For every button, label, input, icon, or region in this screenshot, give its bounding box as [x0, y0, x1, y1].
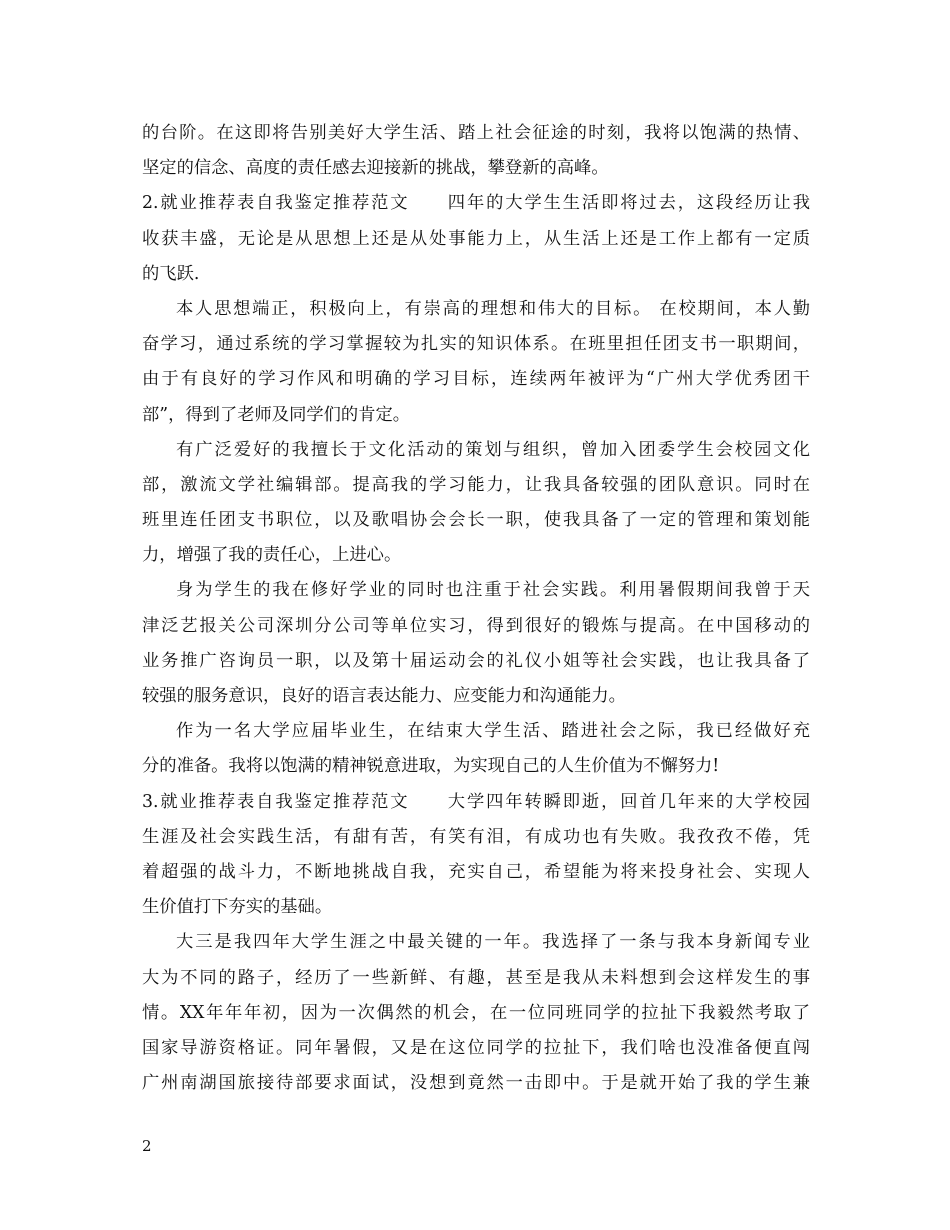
text-line: 奋学习，通过系统的学习掌握较为扎实的知识体系。在班里担任团支书一职期间， [142, 334, 810, 355]
text-line: 业务推广咨询员一职，以及第十届运动会的礼仪小姐等社会实践，也让我具备了 [142, 650, 810, 671]
document-body [142, 116, 810, 1101]
text-line: 身为学生的我在修好学业的同时也注重于社会实践。利用暑假期间我曾于天 [176, 580, 810, 601]
text-line: 收获丰盛，无论是从思想上还是从处事能力上，从生活上还是工作上都有一定质 [142, 228, 810, 249]
text-line: 广州南湖国旅接待部要求面试，没想到竟然一击即中。于是就开始了我的学生兼 [142, 1073, 810, 1094]
text-line: 部，激流文学社编辑部。提高我的学习能力，让我具备较强的团队意识。同时在 [142, 474, 810, 495]
page-number: 2 [142, 1137, 152, 1155]
text-line: 有广泛爱好的我擅长于文化活动的策划与组织，曾加入团委学生会校园文化 [176, 439, 810, 460]
text-line: 分的准备。我将以饱满的精神锐意进取，为实现自己的人生价值为不懈努力! [142, 756, 720, 777]
text-line: 由于有良好的学习作风和明确的学习目标，连续两年被评为“广州大学优秀团干 [142, 369, 810, 390]
text-line: 坚定的信念、高度的责任感去迎接新的挑战，攀登新的高峰。 [142, 158, 609, 179]
text-line: 本人思想端正，积极向上，有崇高的理想和伟大的目标。 在校期间，本人勤 [176, 298, 810, 319]
text-line: 力，增强了我的责任心，上进心。 [142, 545, 402, 566]
text-line: 大三是我四年大学生涯之中最关键的一年。我选择了一条与我本身新闻专业 [176, 932, 810, 953]
text-line: 津泛艺报关公司深圳分公司等单位实习，得到很好的锻炼与提高。在中国移动的 [142, 615, 810, 636]
text-line: 班里连任团支书职位，以及歌唱协会会长一职，使我具备了一定的管理和策划能 [142, 510, 810, 531]
text-line: 较强的服务意识，良好的语言表达能力、应变能力和沟通能力。 [142, 686, 626, 706]
text-line: 大为不同的路子，经历了一些新鲜、有趣，甚至是我从未料想到会这样发生的事 [142, 967, 810, 988]
text-line: 的飞跃. [142, 263, 200, 284]
text-line: 情。XX年年年初，因为一次偶然的机会，在一位同班同学的拉扯下我毅然考取了 [142, 1002, 810, 1023]
text-line: 部”，得到了老师及同学们的肯定。 [142, 404, 411, 425]
text-line: 国家导游资格证。同年暑假，又是在这位同学的拉扯下，我们啥也没准备便直闯 [142, 1037, 810, 1058]
text-line: 的台阶。在这即将告别美好大学生活、踏上社会征途的时刻，我将以饱满的热情、 [142, 123, 810, 143]
text-line: 2.就业推荐表自我鉴定推荐范文 四年的大学生生活即将过去，这段经历让我 [142, 193, 810, 214]
text-line: 生价值打下夯实的基础。 [142, 897, 333, 918]
text-line: 生涯及社会实践生活，有甜有苦，有笑有泪，有成功也有失败。我孜孜不倦，凭 [142, 826, 810, 847]
text-line: 作为一名大学应届毕业生，在结束大学生活、踏进社会之际，我已经做好充 [176, 721, 810, 742]
text-line: 3.就业推荐表自我鉴定推荐范文 大学四年转瞬即逝，回首几年来的大学校园 [142, 791, 810, 812]
text-line: 着超强的战斗力，不断地挑战自我，充实自己，希望能为将来投身社会、实现人 [142, 861, 810, 882]
